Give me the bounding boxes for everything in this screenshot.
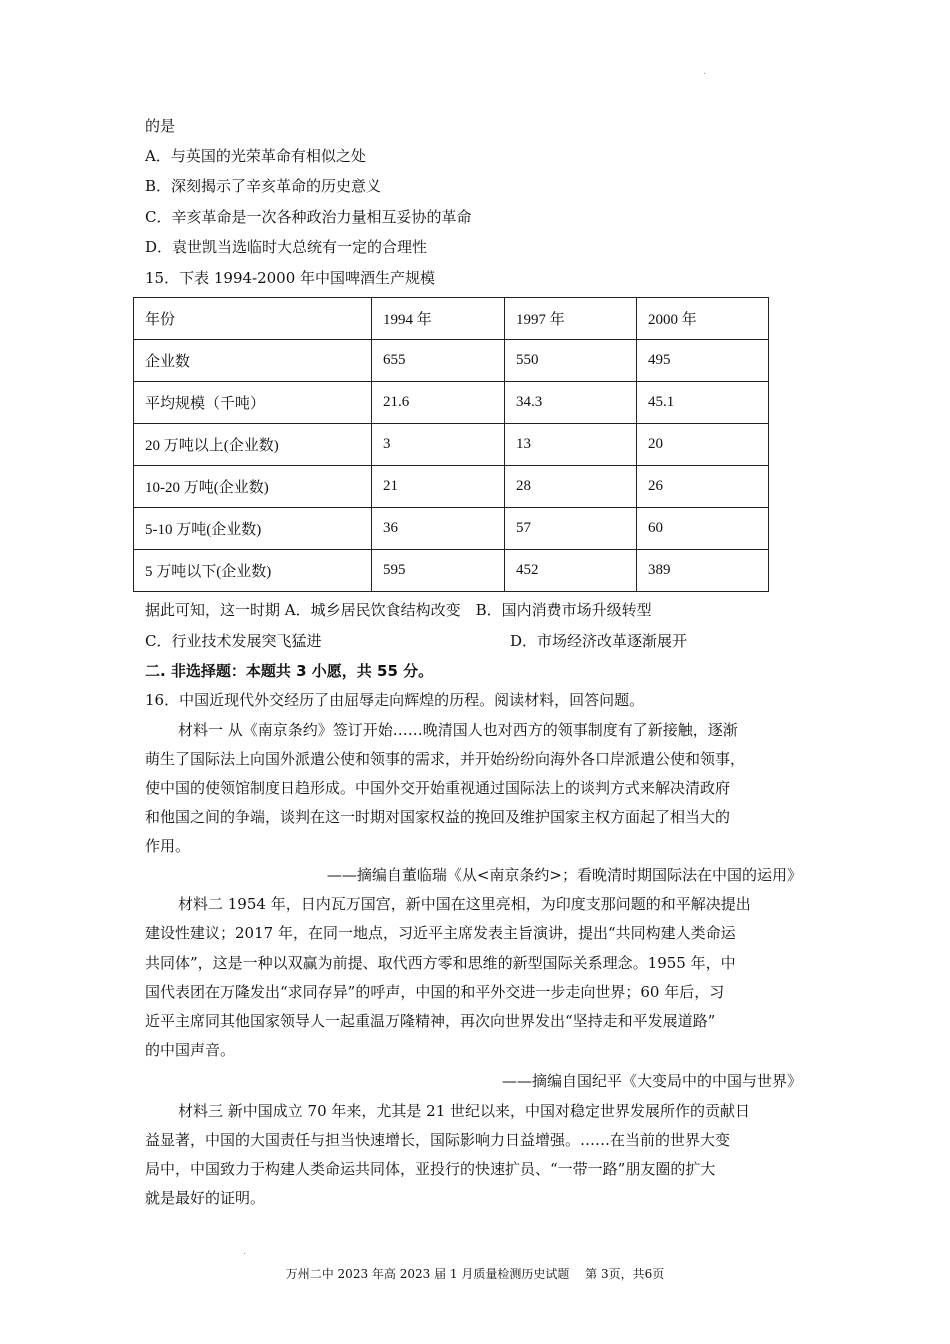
scan-speck: . xyxy=(243,1246,247,1257)
table-cell: 10-20 万吨(企业数) xyxy=(134,466,372,508)
table-cell: 企业数 xyxy=(134,340,372,382)
material2-line: 建设性建议；2017 年，在同一地点，习近平主席发表主旨演讲，提出“共同构建人类命运 xyxy=(145,924,736,942)
q15-options-line: 据此可知，这一时期 A．城乡居民饮食结构改变 B．国内消费市场升级转型 xyxy=(145,601,652,619)
material2-line: 近平主席同其他国家领导人一起重温万隆精神，再次向世界发出“坚持走和平发展道路” xyxy=(145,1012,716,1030)
table-row xyxy=(134,382,769,424)
material3-line: 益显著，中国的大国责任与担当快速增长，国际影响力日益增强。……在当前的世界大变 xyxy=(145,1131,731,1149)
q16-stem: 16．中国近现代外交经历了由屈辱走向辉煌的历程。阅读材料，回答问题。 xyxy=(145,691,645,709)
scan-speck: . xyxy=(703,66,707,77)
table-cell: 26 xyxy=(637,466,769,508)
table-cell: 3 xyxy=(372,424,505,466)
table-cell: 21.6 xyxy=(372,382,505,424)
table-header-row xyxy=(134,298,769,340)
table-cell: 年份 xyxy=(134,298,372,340)
material3-line: 局中，中国致力于构建人类命运共同体，亚投行的快速扩员、“一带一路”朋友圈的扩大 xyxy=(145,1160,716,1178)
table-cell: 60 xyxy=(637,508,769,550)
table-cell: 550 xyxy=(505,340,637,382)
table-cell: 21 xyxy=(372,466,505,508)
table-cell: 1994 年 xyxy=(372,298,505,340)
table-row xyxy=(134,340,769,382)
q15-option-d: D．市场经济改革逐渐展开 xyxy=(510,632,688,650)
beer-production-table xyxy=(133,297,769,592)
table-cell: 28 xyxy=(505,466,637,508)
material1-line: 使中国的使领馆制度日趋形成。中国外交开始重视通过国际法上的谈判方式来解决清政府 xyxy=(145,779,731,797)
table-cell: 389 xyxy=(637,550,769,592)
table-cell: 57 xyxy=(505,508,637,550)
q14-option-a: A．与英国的光荣革命有相似之处 xyxy=(145,147,366,165)
table-cell: 1997 年 xyxy=(505,298,637,340)
table-cell: 13 xyxy=(505,424,637,466)
material2-line: 国代表团在万隆发出“求同存异”的呼声，中国的和平外交进一步走向世界；60 年后，习 xyxy=(145,983,725,1001)
material3-line: 就是最好的证明。 xyxy=(145,1189,266,1207)
material1-line: 萌生了国际法上向国外派遣公使和领事的需求，并开始纷纷向海外各口岸派遣公使和领事， xyxy=(145,750,746,768)
material2-source: ——摘编自国纪平《大变局中的中国与世界》 xyxy=(501,1072,802,1090)
table-cell: 452 xyxy=(505,550,637,592)
q14-option-c: C．辛亥革命是一次各种政治力量相互妥协的革命 xyxy=(145,208,472,226)
table-cell: 595 xyxy=(372,550,505,592)
material1-source: ——摘编自董临瑞《从<南京条约>；看晚清时期国际法在中国的运用》 xyxy=(326,866,802,884)
table-row xyxy=(134,466,769,508)
table-row xyxy=(134,508,769,550)
table-cell: 平均规模（千吨） xyxy=(134,382,372,424)
table-cell: 495 xyxy=(637,340,769,382)
table-cell: 20 万吨以上(企业数) xyxy=(134,424,372,466)
section-heading: 二. 非选择题：本题共 3 小愿，共 55 分。 xyxy=(145,662,434,680)
material3-line: 材料三 新中国成立 70 年来，尤其是 21 世纪以来，中国对稳定世界发展所作的贡献日 xyxy=(178,1102,751,1120)
material2-line: 材料二 1954 年，日内瓦万国宫，新中国在这里亮相，为印度支那问题的和平解决提出 xyxy=(178,895,751,913)
material1-line: 和他国之间的争端，谈判在这一时期对国家权益的挽回及维护国家主权方面起了相当大的 xyxy=(145,808,731,826)
table-cell: 2000 年 xyxy=(637,298,769,340)
table-row xyxy=(134,550,769,592)
table-cell: 45.1 xyxy=(637,382,769,424)
table-cell: 5 万吨以下(企业数) xyxy=(134,550,372,592)
table-row xyxy=(134,424,769,466)
page-footer: 万州二中 2023 年高 2023 届 1 月质量检测历史试题 第 3页，共6页 xyxy=(285,1267,665,1281)
q14-option-b: B．深刻揭示了辛亥革命的历史意义 xyxy=(145,177,382,195)
table-cell: 20 xyxy=(637,424,769,466)
table-cell: 36 xyxy=(372,508,505,550)
table-cell: 655 xyxy=(372,340,505,382)
q15-stem: 15．下表 1994-2000 年中国啤酒生产规模 xyxy=(145,269,436,287)
material2-line: 的中国声音。 xyxy=(145,1041,236,1059)
q14-stem-tail: 的是 xyxy=(145,117,176,135)
material2-line: 共同体”，这是一种以双赢为前提、取代西方零和思维的新型国际关系理念。1955 年，中 xyxy=(145,954,736,972)
table-cell: 5-10 万吨(企业数) xyxy=(134,508,372,550)
q14-option-d: D．袁世凯当选临时大总统有一定的合理性 xyxy=(145,238,428,256)
q15-option-c: C．行业技术发展突飞猛进 xyxy=(145,632,322,650)
material1-line: 材料一 从《南京条约》签订开始……晚清国人也对西方的领事制度有了新接触，逐渐 xyxy=(178,721,738,739)
material1-line: 作用。 xyxy=(145,837,191,855)
table-cell: 34.3 xyxy=(505,382,637,424)
